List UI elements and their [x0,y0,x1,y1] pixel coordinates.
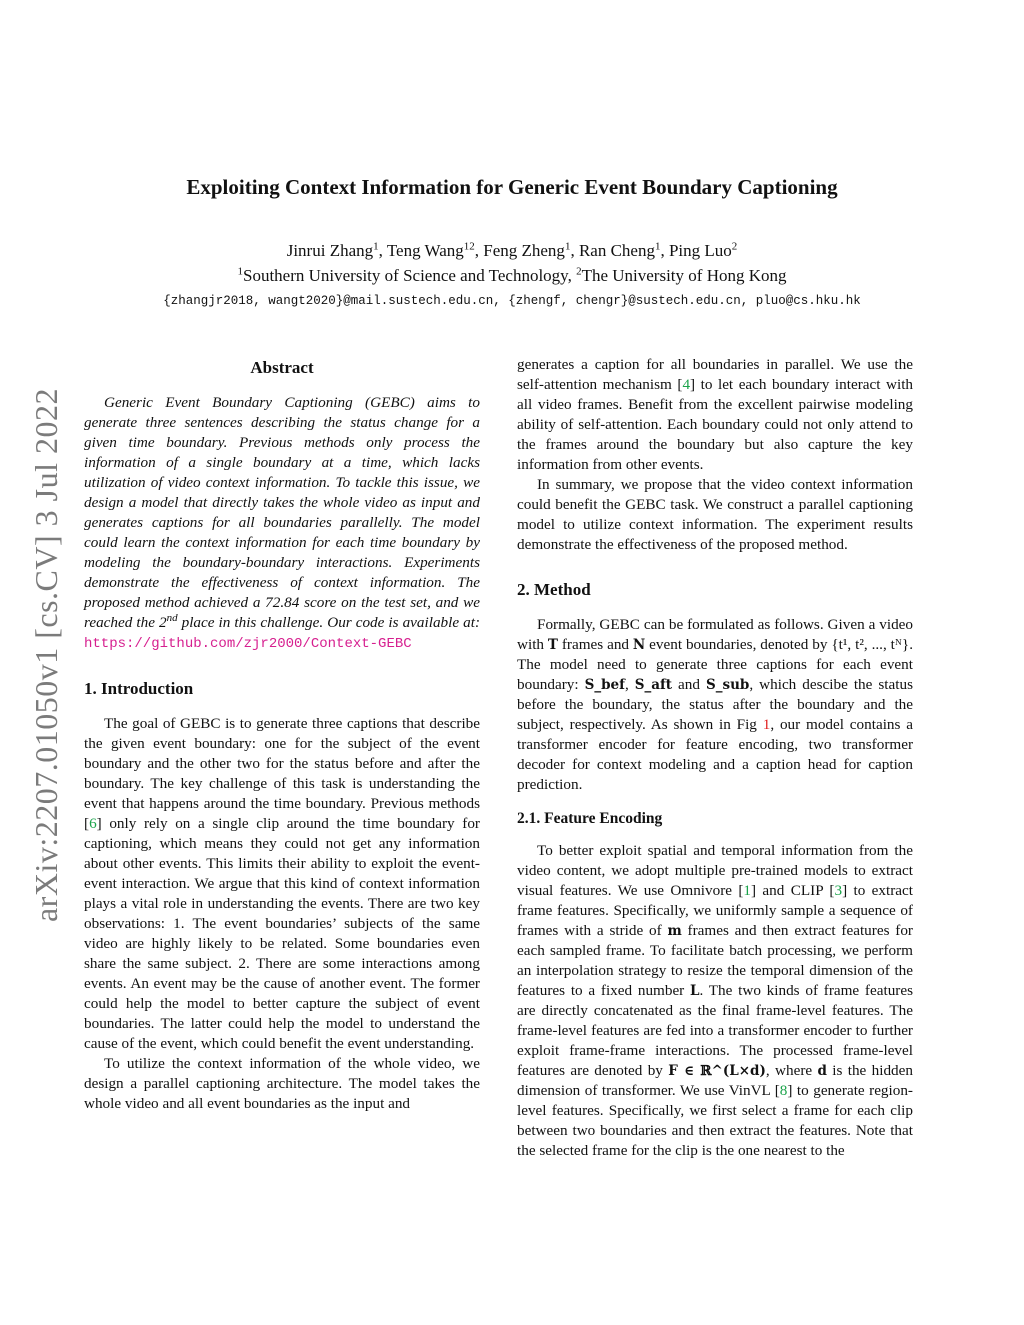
author-affil-mark: 1 [373,240,379,253]
math-symbol: T [547,637,558,653]
math-set: {t¹, t², ..., tᴺ} [831,636,910,653]
author-name: Feng Zheng [483,241,565,260]
abstract-heading: Abstract [250,358,314,377]
author-name: Jinrui Zhang [286,241,374,260]
citation-link[interactable]: 1 [743,882,752,899]
math-symbol: S_sub [706,677,750,693]
author-separator: , [474,241,484,260]
body-paragraph: In summary, we propose that the video context information could benefit the GEBC task. We construct a parallel captioning model to utilize context information. The experiment results demonstrate the effectiveness of the proposed method. [517,476,913,553]
body-paragraph [517,615,913,795]
left-column [84,355,480,1114]
paragraph-text: frames and then extract features for each sampled frame. To facilitate batch processing, we perform an interpolation strategy to resize the temporal dimension of the features to a fixed number [517,922,913,999]
affil-mark: 1 [237,265,243,278]
affiliation-name: Southern University of Science and Technology, [243,266,577,285]
author-list [0,238,1024,263]
body-paragraph [517,355,913,475]
author-affil-mark: 1 [654,240,661,253]
paragraph-text: frames and [557,636,633,653]
author-affil-mark: 12 [463,240,475,253]
paragraph-text: and [672,676,706,693]
section-heading-introduction: 1. Introduction [84,679,194,698]
paragraph-text: . The two kinds of frame features are directly concatenated as the final frame-level features. The frame-level features are fed into a transformer encoder to further exploit frame-frame interactions. The processed frame-level features are denoted by [517,982,913,1079]
paragraph-text: , [624,676,635,693]
paragraph-text: ] to generate region-level features. Specifically, we first select a frame for each clip between two boundaries and then extract the features. Note that the selected frame for the clip is the one nearest to the [517,1082,913,1159]
paragraph-text: ] to let each boundary interact with all video frames. Benefit from the excellent pairwise modeling ability of self-attention. Each boundary could not only attend to the frames around the boundary but also capture the key information from other events. [517,376,914,473]
abstract-text: Generic Event Boundary Captioning (GEBC) aims to generate three sentences describing the status change for a given time boundary. Previous methods only process the information of a single boundary at a time, which lacks utilization of video context information. To tackle this issue, we design a model that directly takes the whole video as input and generates captions for all boundaries parallelly. The model could learn the context information for each time boundary by modeling the boundary-boundary interactions. Experiments demonstrate the effectiveness of context information. The proposed method achieved a 72.84 score on the test set, and we reached the 2 [84,394,480,631]
author-separator: , [660,241,669,260]
paragraph-text: event boundaries, denoted by [645,636,832,653]
paragraph-text: generates a caption for all boundaries in parallel. We use the self-attention mechanism [ [517,356,913,393]
citation-link[interactable]: 3 [834,882,843,899]
paragraph-text: , which descibe the status before the boundary, the status after the boundary and the subject, respectively. As shown in Fig [517,676,913,733]
author-name: Ping Luo [668,241,732,260]
author-separator: , [570,241,579,260]
paragraph-text: , our model contains a transformer encoder for feature encoding, two transformer decoder for context modeling and a caption head for caption prediction. [517,716,913,793]
paragraph-text: Formally, GEBC can be formulated as follows. Given a video with [517,616,913,653]
ordinal-superscript: nd [166,611,178,624]
citation-link[interactable]: 6 [89,815,97,832]
math-symbol: d [817,1063,827,1079]
paragraph-text: ] and CLIP [ [751,882,835,899]
math-symbol: m [667,923,682,939]
affiliation-name: The University of Hong Kong [581,266,787,285]
paragraph-text: ] only rely on a single clip around the time boundary for captioning, which means they could not get any information about other events. This limits their ability to exploit the event-event interaction. We argue that this kind of context information plays a vital role in understanding the events. There are two key observations: 1. The event boundaries’ subjects of the same video are highly likely to be related. Some boundaries even share the same subject. 2. There are some interactions among events. An event may be the cause of another event. The former could help the model to better capture the subject of event boundaries. The latter could help the model to understand the cause of the event, which could benefit the event understanding. [84,815,480,1052]
paragraph-text: ] to extract frame features. Specifically, we uniformly sample a sequence of frames with a stride of [517,882,913,939]
paper-title: Exploiting Context Information for Generic Event Boundary Captioning [186,175,838,199]
right-column [517,355,913,1161]
author-separator: , [378,241,387,260]
citation-link[interactable]: 8 [779,1082,788,1099]
math-symbol: N [632,637,646,653]
code-link[interactable]: https://github.com/zjr2000/Context-GEBC [84,636,412,652]
abstract-text: place in this challenge. Our code is available at: [177,614,481,631]
affiliation-line [0,263,1024,288]
math-symbol: S_bef [584,677,625,693]
section-heading-method: 2. Method [517,580,591,599]
author-affil-mark: 1 [564,240,571,253]
citation-link[interactable]: 4 [682,376,691,393]
body-paragraph [517,841,913,1161]
math-symbol: L [690,983,700,999]
author-emails: {zhangjr2018, wangt2020}@mail.sustech.edu.cn, {zhengf, chengr}@sustech.edu.cn, pluo@cs.hku.hk [163,294,861,308]
arxiv-identifier: arXiv:2207.01050v1 [cs.CV] 3 Jul 2022 [28,388,64,923]
affil-mark: 2 [576,265,582,278]
paragraph-text: . The model need to generate three captions for each event boundary: [517,636,913,693]
figure-reference-link[interactable]: 1 [762,716,771,733]
body-paragraph [84,714,480,1054]
subsection-heading-feature-encoding: 2.1. Feature Encoding [517,810,663,827]
paragraph-text: To better exploit spatial and temporal information from the video content, we adopt multiple pre-trained models to extract visual features. We use Omnivore [ [517,842,913,899]
paragraph-text: The goal of GEBC is to generate three captions that describe the given event boundary: one for the subject of the event boundary and the other two for the status before and after the boundary. The key challenge of this task is understanding the event that happens around the time boundary. Previous methods [ [84,715,480,832]
paragraph-text: is the hidden dimension of transformer. We use VinVL [ [517,1062,913,1099]
author-name: Teng Wang [386,241,464,260]
math-expression: F ∈ ℝ^(L×d) [668,1063,766,1079]
arxiv-sidebar-stamp [24,375,68,935]
abstract-paragraph [84,393,480,654]
paragraph-text: , where [765,1062,818,1079]
author-affil-mark: 2 [731,240,738,253]
body-paragraph: To utilize the context information of the whole video, we design a parallel captioning architecture. The model takes the whole video and all event boundaries as the input and [84,1055,480,1112]
math-symbol: S_aft [634,677,673,693]
author-name: Ran Cheng [578,241,655,260]
